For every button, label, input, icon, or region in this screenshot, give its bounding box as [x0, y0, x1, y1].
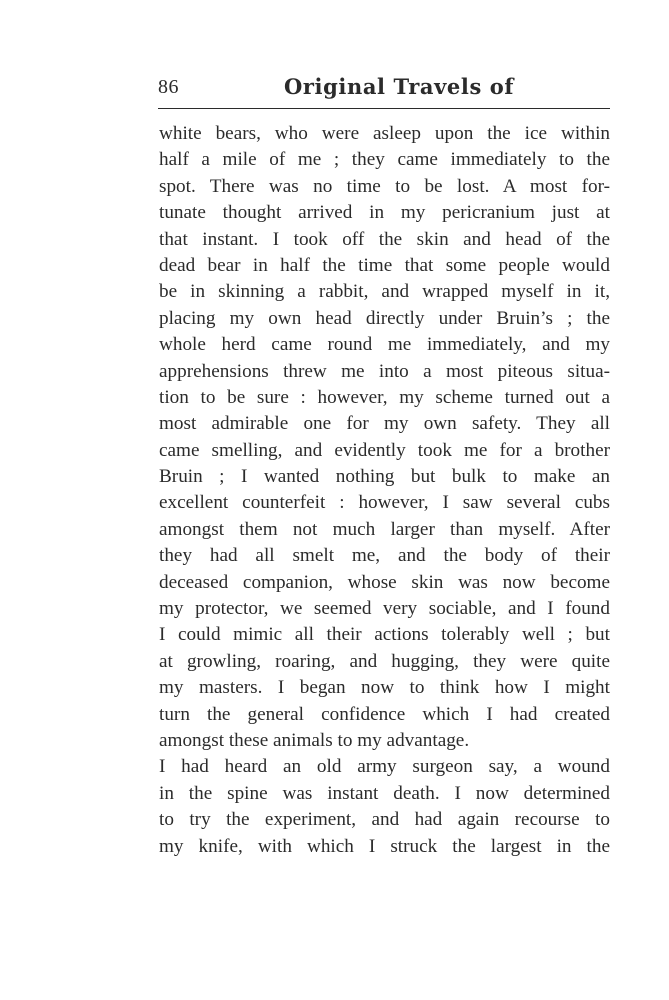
text-line: that instant. I took off the skin and head of the [159, 228, 610, 250]
text-line: whole herd came round me immediately, and my [159, 334, 610, 356]
running-head [158, 72, 610, 108]
text-line: I could mimic all their actions tolerably well ; but [159, 624, 610, 646]
paragraph-last-line: amongst these animals to my advantage. [159, 729, 470, 751]
text-line: in the spine was instant death. I now determined [159, 782, 610, 804]
text-line: turn the general confidence which I had created [159, 703, 610, 725]
text-line: to try the experiment, and had again recourse to [159, 809, 610, 831]
text-line: tunate thought arrived in my pericranium just at [159, 202, 610, 224]
text-line: Bruin ; I wanted nothing but bulk to make an [159, 466, 610, 488]
page-number: 86 [158, 76, 179, 98]
text-line: dead bear in half the time that some people would [159, 254, 610, 276]
text-line: half a mile of me ; they came immediately to the [159, 149, 610, 171]
text-line: came smelling, and evidently took me for a brother [159, 439, 610, 461]
text-line: at growling, roaring, and hugging, they were quite [159, 650, 610, 672]
text-line: most admirable one for my own safety. They all [159, 413, 610, 435]
text-line: my masters. I began now to think how I might [159, 677, 610, 699]
text-line: my knife, with which I struck the largest in the [159, 835, 610, 857]
running-title: Original Travels of [283, 74, 515, 99]
text-line: excellent counterfeit : however, I saw several cubs [159, 492, 610, 514]
paragraph-first-line: I had heard an old army surgeon say, a wound [159, 756, 610, 778]
text-line: placing my own head directly under Bruin’s ; the [159, 307, 610, 329]
text-line: tion to be sure : however, my scheme turned out a [159, 386, 610, 408]
text-line: apprehensions threw me into a most piteous situa- [159, 360, 610, 382]
header-rule [158, 108, 610, 109]
body-text [159, 121, 610, 860]
text-line: my protector, we seemed very sociable, and I found [159, 598, 610, 620]
text-line: spot. There was no time to be lost. A most for- [159, 175, 610, 197]
text-line: deceased companion, whose skin was now become [159, 571, 610, 593]
text-line: be in skinning a rabbit, and wrapped myself in it, [159, 281, 610, 303]
text-line: amongst them not much larger than myself. After [159, 518, 610, 540]
text-line: white bears, who were asleep upon the ice within [159, 123, 610, 144]
text-line: they had all smelt me, and the body of their [159, 545, 610, 567]
